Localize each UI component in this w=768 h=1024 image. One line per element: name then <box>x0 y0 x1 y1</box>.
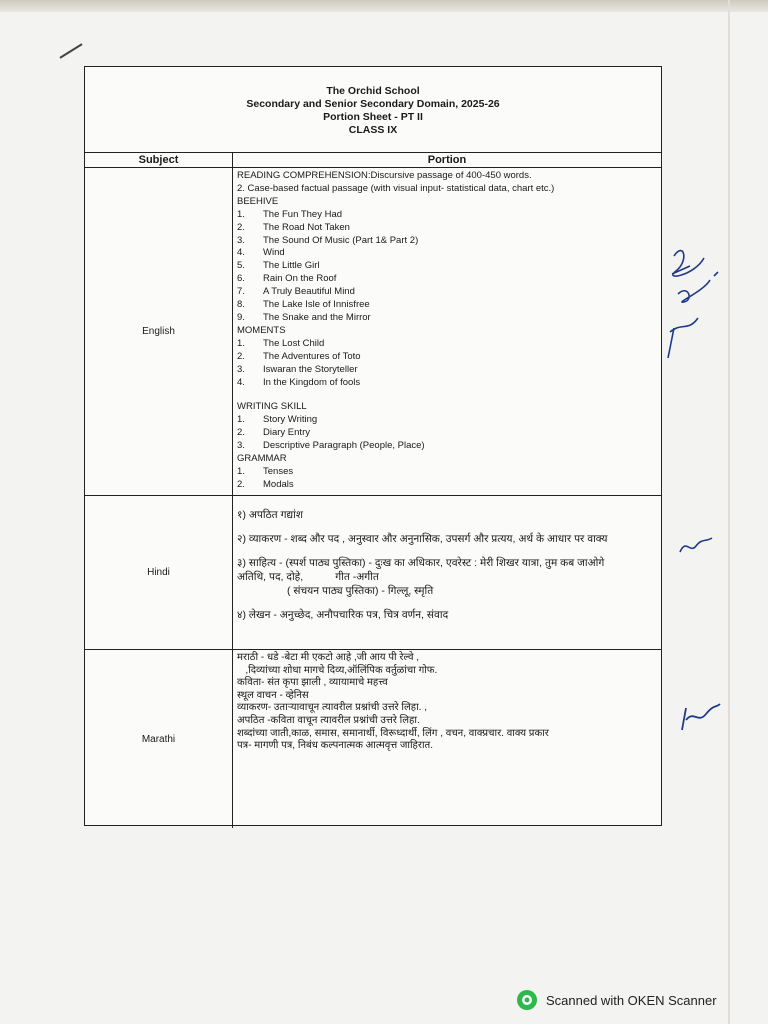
writing-item-number: 1. <box>237 414 245 426</box>
beehive-item-title: A Truly Beautiful Mind <box>263 286 355 298</box>
moments-item-title: Iswaran the Storyteller <box>263 363 358 375</box>
moments-item-number: 3. <box>237 363 245 375</box>
moments-item-title: The Adventures of Toto <box>263 350 361 362</box>
beehive-list <box>237 209 657 325</box>
beehive-item-number: 7. <box>237 286 245 298</box>
beehive-item-number: 4. <box>237 247 245 259</box>
beehive-item-number: 1. <box>237 208 245 220</box>
marathi-line: स्थूल वाचन - व्हेनिस <box>237 689 309 701</box>
writing-item-title: Descriptive Paragraph (People, Place) <box>263 440 425 452</box>
hindi-line-3b: अतिथि, पद, दोहे, गीत -अगीत <box>237 571 379 583</box>
moments-item <box>237 364 657 377</box>
hindi-line-3a: ३) साहित्य - (स्पर्श पाठ्य पुस्तिका) - दुःख का अधिकार, एवरेस्ट : मेरी शिखर यात्रा, तुम कब जाओगे <box>237 557 605 569</box>
reading-comprehension: READING COMPREHENSION:Discursive passage of 400-450 words. <box>237 170 532 181</box>
scan-right-edge <box>728 0 730 1024</box>
beehive-item <box>237 209 657 222</box>
moments-item-number: 1. <box>237 337 245 349</box>
marathi-line: मराठी - धडे -बेटा मी एकटो आहे ,जी आय पी रेल्वे , <box>237 652 420 663</box>
table-header <box>85 153 661 168</box>
writing-item <box>237 427 657 440</box>
marathi-line: शब्दांच्या जाती,काळ, समास, समानार्थी, विरूध्दार्थी, लिंग , वचन, वाक्प्रचार. वाक्य प्रकार <box>237 727 549 739</box>
moments-item <box>237 338 657 351</box>
beehive-item-title: Rain On the Roof <box>263 273 337 285</box>
marathi-line: अपठित -कविता वाचून त्यावरील प्रश्नांची उत्तरे लिहा. <box>237 714 420 726</box>
portion-column-header: Portion <box>427 154 467 166</box>
writing-item <box>237 440 657 453</box>
grammar-title: GRAMMAR <box>237 453 287 465</box>
subject-english: English <box>85 168 233 495</box>
subject-marathi: Marathi <box>85 650 233 828</box>
beehive-item-title: The Fun They Had <box>263 208 343 220</box>
marathi-line: कविता- संत कृपा झाली , व्यायामाचे महत्त्व <box>237 677 388 689</box>
writing-item-number: 3. <box>237 440 245 452</box>
beehive-item <box>237 312 657 325</box>
beehive-item-title: The Snake and the Mirror <box>263 311 371 323</box>
grammar-item <box>237 466 657 479</box>
school-name: The Orchid School <box>326 85 420 97</box>
english-row <box>85 168 661 496</box>
moments-item <box>237 377 657 390</box>
handwritten-initials <box>676 534 716 560</box>
subject-column-header: Subject <box>85 153 233 167</box>
marathi-portion <box>233 650 661 828</box>
sheet-title: Portion Sheet - PT II <box>323 111 423 123</box>
beehive-item-title: The Road Not Taken <box>263 221 350 233</box>
hindi-line-1: १) अपठित गद्यांश <box>237 509 303 521</box>
pen-mark <box>59 43 82 58</box>
beehive-item <box>237 222 657 235</box>
beehive-item-title: The Sound Of Music (Part 1& Part 2) <box>263 234 419 246</box>
handwritten-initials <box>676 700 724 736</box>
grammar-item-number: 2. <box>237 478 245 490</box>
writing-item-number: 2. <box>237 427 245 439</box>
beehive-item <box>237 273 657 286</box>
writing-item <box>237 414 657 427</box>
grammar-item-title: Modals <box>263 478 294 490</box>
beehive-item <box>237 235 657 248</box>
beehive-item-title: The Lake Isle of Innisfree <box>263 299 370 311</box>
scanner-watermark <box>516 990 764 1010</box>
hindi-row <box>85 496 661 650</box>
moments-title: MOMENTS <box>237 324 286 336</box>
scan-top-edge <box>0 0 768 12</box>
moments-list <box>237 338 657 390</box>
moments-item <box>237 351 657 364</box>
grammar-item <box>237 479 657 492</box>
marathi-row <box>85 650 661 828</box>
hindi-portion <box>233 496 661 649</box>
beehive-item-number: 3. <box>237 234 245 246</box>
marathi-line: व्याकरण- उताऱ्यावाचून त्यावरील प्रश्नांची उत्तरे लिहा. , <box>237 702 428 714</box>
beehive-item-number: 6. <box>237 273 245 285</box>
moments-item-title: In the Kingdom of fools <box>263 376 361 388</box>
writing-title: WRITING SKILL <box>237 401 307 413</box>
beehive-item-title: Wind <box>263 247 285 259</box>
hindi-line-4: ४) लेखन - अनुच्छेद, अनौपचारिक पत्र, चित्र वर्णन, संवाद <box>237 609 449 621</box>
beehive-title: BEEHIVE <box>237 195 279 207</box>
english-portion <box>233 168 661 495</box>
beehive-item <box>237 260 657 273</box>
reading-case-based: 2. Case-based factual passage (with visual input- statistical data, chart etc.) <box>237 182 555 194</box>
moments-item-number: 2. <box>237 350 245 362</box>
hindi-line-2: २) व्याकरण - शब्द और पद , अनुस्वार और अनुनासिक, उपसर्ग और प्रत्यय, अर्थ के आधार पर वाक्य <box>237 533 608 545</box>
grammar-list <box>237 466 657 492</box>
writing-item-title: Diary Entry <box>263 427 310 439</box>
beehive-item-title: The Little Girl <box>263 260 320 272</box>
handwritten-signature <box>664 236 728 366</box>
subject-hindi: Hindi <box>85 496 233 649</box>
beehive-item <box>237 299 657 312</box>
marathi-line: पत्र- मागणी पत्र, निबंध कल्पनात्मक आत्मवृत्त जाहिरात. <box>237 740 434 752</box>
hindi-line-3c: ( संचयन पाठ्य पुस्तिका) - गिल्लू, स्मृति <box>287 585 434 597</box>
oken-logo-icon <box>516 989 538 1011</box>
domain-title: Secondary and Senior Secondary Domain, 2025-26 <box>246 98 500 110</box>
scanner-text: Scanned with OKEN Scanner <box>546 992 717 1008</box>
beehive-item-number: 8. <box>237 299 245 311</box>
moments-item-number: 4. <box>237 376 245 388</box>
grammar-item-number: 1. <box>237 465 245 477</box>
writing-item-title: Story Writing <box>263 414 318 426</box>
beehive-item <box>237 286 657 299</box>
writing-list <box>237 414 657 453</box>
beehive-item <box>237 247 657 260</box>
beehive-item-number: 5. <box>237 260 245 272</box>
grammar-item-title: Tenses <box>263 465 294 477</box>
portion-sheet <box>84 66 662 826</box>
beehive-item-number: 2. <box>237 221 245 233</box>
moments-item-title: The Lost Child <box>263 337 325 349</box>
beehive-item-number: 9. <box>237 311 245 323</box>
class-title: CLASS IX <box>348 124 398 136</box>
sheet-header <box>85 67 661 153</box>
marathi-line: ,दिव्यांच्या शोधा मागचे दिव्य,ऑलिंपिक वर्तुळांचा गोफ. <box>237 664 438 676</box>
